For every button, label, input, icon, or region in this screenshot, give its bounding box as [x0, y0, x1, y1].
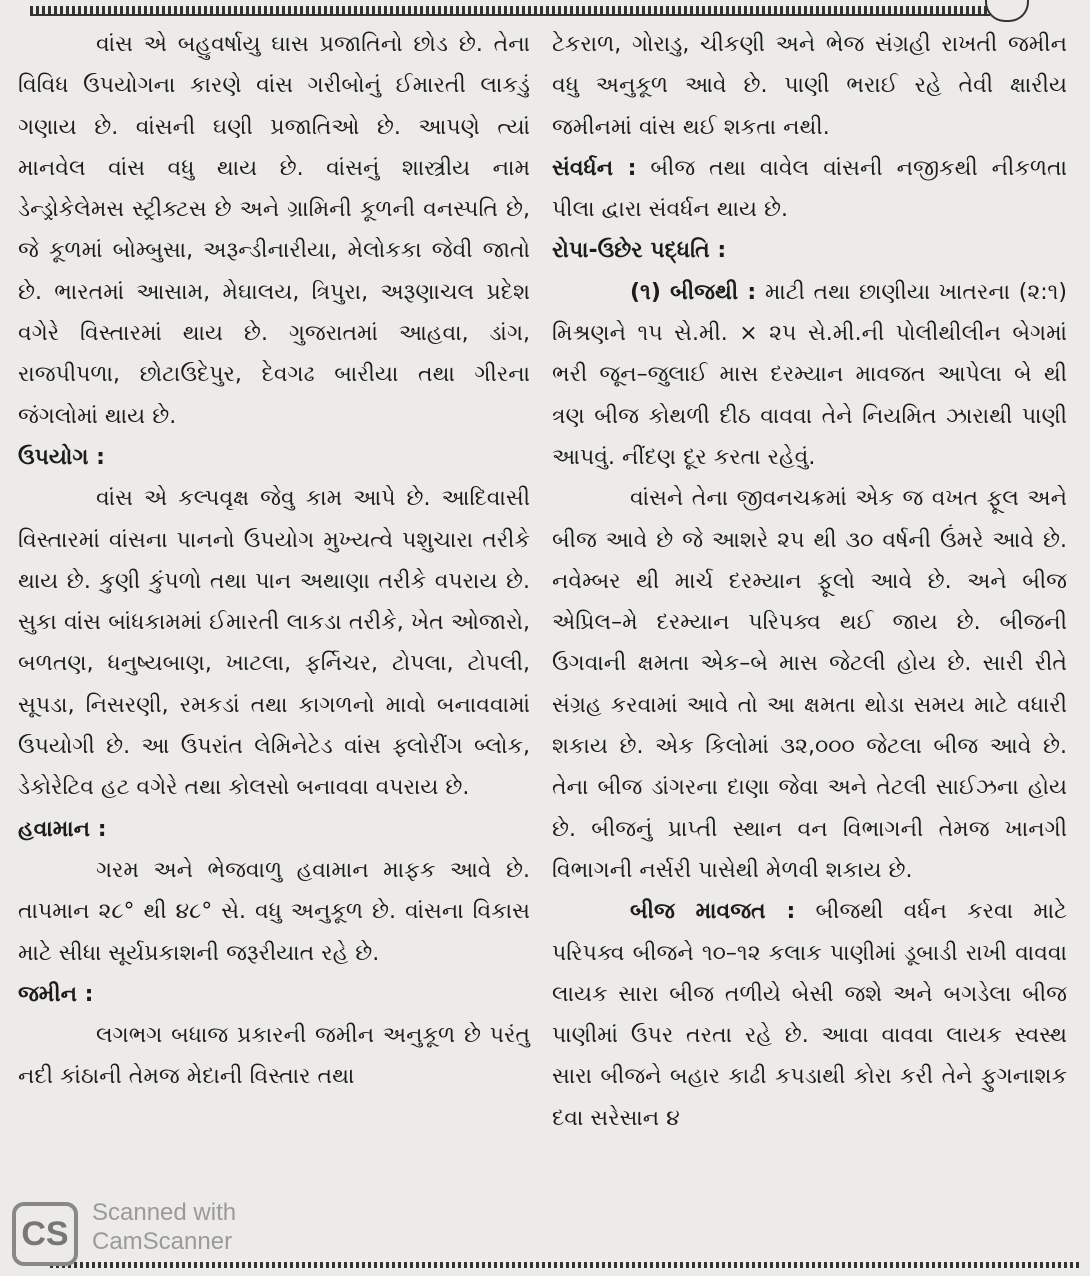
samvardhan-paragraph: [552, 148, 1067, 231]
heading-upyog: ઉપયોગ :: [18, 444, 105, 470]
bij-mavjat-heading: બીજ માવજત :: [630, 899, 796, 925]
camscanner-watermark: [8, 1198, 298, 1268]
camscanner-logo-icon: CS: [12, 1202, 78, 1266]
upyog-paragraph: વાંસ એ કલ્પવૃક્ષ જેવુ કામ આપે છે. આદિવાસી વિસ્તારમાં વાંસના પાનનો ઉપયોગ મુખ્યત્વે પશુચારા તરીકે થાય છે. કુણી કુંપળો તથા પાન અથાણા તરીકે વપરાય છે. સુકા વાંસ બાંધકામમાં ઈમારતી લાકડા તરીકે, ખેત ઓજારો, બળતણ, ધનુષ્યબાણ, ખાટલા, ફર્નિચર, ટોપલા, ટોપલી, સૂપડા, નિસરણી, રમકડાં તથા કાગળનો માવો બનાવવામાં ઉપયોગી છે. આ ઉપરાંત લેમિનેટેડ વાંસ ફ્લોરીંગ બ્લોક, ડેકોરેટિવ હટ વગેરે તથા કોલસો બનાવવા વપરાય છે.: [18, 486, 530, 801]
samvardhan-heading: સંવર્ધન :: [552, 155, 637, 181]
flowering-paragraph: વાંસને તેના જીવનચક્રમાં એક જ વખત ફૂલ અને બીજ આવે છે જે આશરે ૨૫ થી ૩૦ વર્ષની ઉંમરે આવે છે. નવેમ્બર થી માર્ચ દરમ્યાન ફૂલો આવે છે. અને બીજ એપ્રિલ–મે દરમ્યાન પરિપક્વ થઈ જાય છે. બીજની ઉગવાની ક્ષમતા એક–બે માસ જેટલી હોય છે. સારી રીતે સંગ્રહ કરવામાં આવે તો આ ક્ષમતા થોડા સમય માટે વધારી શકાય છે. એક કિલોમાં ૩૨,૦૦૦ જેટલા બીજ આવે છે. તેના બીજ ડાંગરના દાણા જેવા અને તેટલી સાઈઝના હોય છે. બીજનું પ્રાપ્તી સ્થાન વન વિભાગની તેમજ ખાનગી વિભાગની નર્સરી પાસેથી મેળવી શકાય છે.: [552, 486, 1067, 883]
bijthi-paragraph: [552, 272, 1067, 478]
samvardhan-text: બીજ તથા વાવેલ વાંસની નજીકથી નીકળતા પીલા દ્વારા સંવર્ધન થાય છે.: [552, 155, 1067, 223]
watermark-line1: Scanned with: [92, 1199, 237, 1226]
heading-ropa-uchher: રોપા-ઉછેર પદ્ધતિ :: [552, 238, 727, 264]
right-text-column: [552, 24, 1067, 1139]
bij-mavjat-paragraph: [552, 891, 1067, 1139]
jamin-paragraph: લગભગ બધાજ પ્રકારની જમીન અનુકૂળ છે પરંતુ નદી કાંઠાની તેમજ મેદાની વિસ્તાર તથા: [18, 1023, 530, 1090]
decorative-top-border: [30, 6, 990, 16]
intro-paragraph: વાંસ એ બહુવર્ષાયુ ઘાસ પ્રજાતિનો છોડ છે. તેના વિવિધ ઉપયોગના કારણે વાંસ ગરીબોનું ઈમારતી લાકડું ગણાય છે. વાંસની ઘણી પ્રજાતિઓ છે. આપણે ત્યાં માનવેલ વાંસ વધુ થાય છે. વાંસનું શાસ્ત્રીય નામ ડેન્ડ્રોકેલેમસ સ્ટ્રીક્ટસ છે અને ગ્રામિની કૂળની વનસ્પતિ છે, જે કૂળમાં બોમ્બુસા, અરૂન્ડીનારીયા, મેલોકકા જેવી જાતો છે. ભારતમાં આસામ, મેઘાલય, ત્રિપુરા, અરૂણાચલ પ્રદેશ વગેરે વિસ્તારમાં થાય છે. ગુજરાતમાં આહવા, ડાંગ, રાજપીપળા, છોટાઉદેપુર, દેવગઢ બારીયા તથા ગીરના જંગલોમાં થાય છે.: [18, 32, 530, 429]
watermark-text: [92, 1198, 292, 1256]
bijthi-text: માટી તથા છાણીયા ખાતરના (૨:૧) મિશ્રણને ૧૫ સે.મી. × ૨૫ સે.મી.ની પોલીથીલીન બેગમાં ભરી જૂન–જુલાઈ માસ દરમ્યાન માવજત આપેલા બે થી ત્રણ બીજ કોથળી દીઠ વાવવા તેને નિયમિત ઝારાથી પાણી આપવું. નીંદણ દૂર કરતા રહેવું.: [552, 279, 1068, 470]
left-text-column: [18, 24, 530, 1098]
watermark-line2: CamScanner: [92, 1228, 233, 1255]
bij-mavjat-text: બીજથી વર્ધન કરવા માટે પરિપક્વ બીજને ૧૦–૧૨ કલાક પાણીમાં ડૂબાડી રાખી વાવવા લાયક સારા બીજ તળીયે બેસી જશે અને બગડેલા બીજ પાણીમાં ઉપર તરતા રહે છે. આવા વાવવા લાયક સ્વસ્થ સારા બીજને બહાર કાઢી કપડાથી કોરા કરી તેને ફુગનાશક દવા સરેસાન ૪: [552, 899, 1067, 1131]
heading-havaman: હવામાન :: [18, 816, 107, 842]
havaman-paragraph: ગરમ અને ભેજવાળુ હવામાન માફક આવે છે. તાપમાન ૨૮° થી ૪૮° સે. વધુ અનુકૂળ છે. વાંસના વિકાસ માટે સીધા સૂર્યપ્રકાશની જરૂરીયાત રહે છે.: [18, 857, 530, 966]
heading-jamin: જમીન :: [18, 981, 94, 1007]
decorative-scroll-ornament: [985, 0, 1029, 22]
jamin-continued-paragraph: ટેકરાળ, ગોરાડુ, ચીકણી અને ભેજ સંગ્રહી રાખતી જમીન વધુ અનુકૂળ આવે છે. પાણી ભરાઈ રહે તેવી ક્ષારીય જમીનમાં વાંસ થઈ શકતા નથી.: [552, 32, 1067, 140]
bijthi-heading: (૧) બીજથી :: [630, 279, 757, 305]
